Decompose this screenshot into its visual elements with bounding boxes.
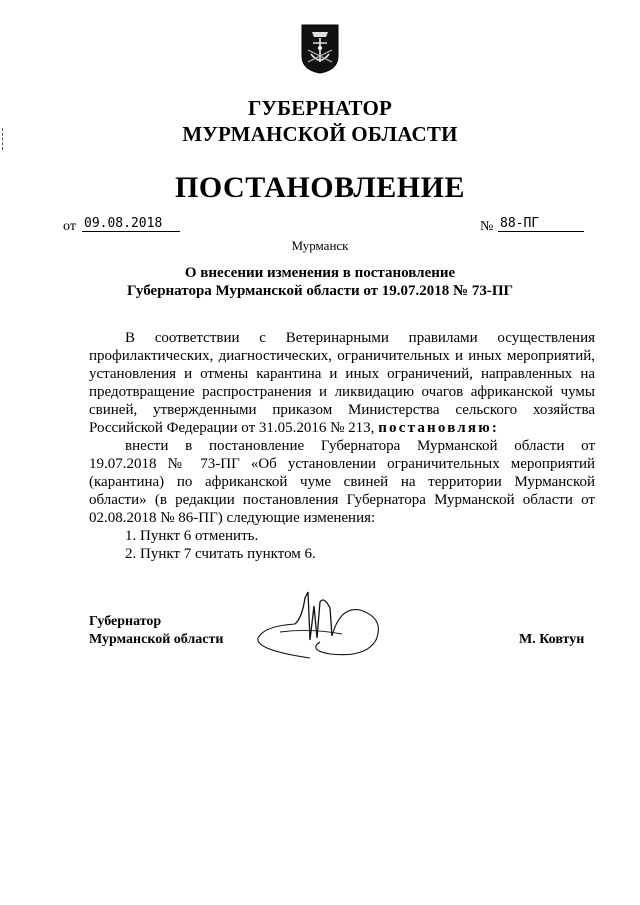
paragraph1-line: профилактических, диагностических, ограничительных и иных мероприятий,: [89, 348, 595, 364]
paragraph2-line: (карантина) по африканской чуме свиней на территории Мурманской: [89, 474, 595, 490]
subject-line1: О внесении изменения в постановление: [184, 265, 456, 281]
signer-title-line2: Мурманской области: [89, 632, 224, 647]
date-prefix: от: [63, 219, 76, 234]
paragraph2-line: области» (в редакции постановления Губернатора Мурманской области от: [89, 492, 595, 508]
paragraph1-line: предотвращение распространения и ликвидацию очагов африканской чумы: [89, 384, 595, 400]
handwritten-signature: [250, 588, 390, 668]
paragraph1-last-text: Российской Федерации от 31.05.2016 № 213,: [89, 420, 375, 436]
signer-name: М. Ковтун: [519, 632, 585, 647]
subject-line2: Губернатора Мурманской области от 19.07.2018 № 73-ПГ: [126, 283, 514, 299]
paragraph1-last-line: [89, 419, 595, 437]
paragraph1-line: В соответствии с Ветеринарными правилами осуществления: [125, 330, 595, 346]
authority-title-line2: МУРМАНСКОЙ ОБЛАСТИ: [182, 122, 458, 146]
document-number: 88-ПГ: [498, 216, 584, 232]
signer-title-line1: Губернатор: [89, 614, 162, 629]
list-item-2: 2. Пункт 7 считать пунктом 6.: [125, 546, 316, 562]
paragraph2-line: внести в постановление Губернатора Мурманской области от: [125, 438, 595, 454]
paragraph2-last-line: 02.08.2018 № 86-ПГ) следующие изменения:: [89, 510, 376, 526]
coat-of-arms-icon: [301, 24, 339, 74]
number-prefix: №: [480, 219, 494, 234]
list-item-1: 1. Пункт 6 отменить.: [125, 528, 259, 544]
paragraph2-line: 19.07.2018 № 73-ПГ «Об установлении ограничительных мероприятий: [89, 456, 595, 472]
document-date: 09.08.2018: [82, 216, 180, 232]
resolution-keyword: постановляю:: [378, 420, 500, 436]
city-name: Мурманск: [291, 238, 349, 253]
paragraph1-line: свиней, утвержденными приказом Министерства сельского хозяйства: [89, 402, 595, 418]
document-type-title: ПОСТАНОВЛЕНИЕ: [175, 171, 465, 204]
authority-title-line1: ГУБЕРНАТОР: [247, 96, 393, 120]
paragraph1-line: установления и отмены карантина и иных ограничений, направленных на: [89, 366, 595, 382]
